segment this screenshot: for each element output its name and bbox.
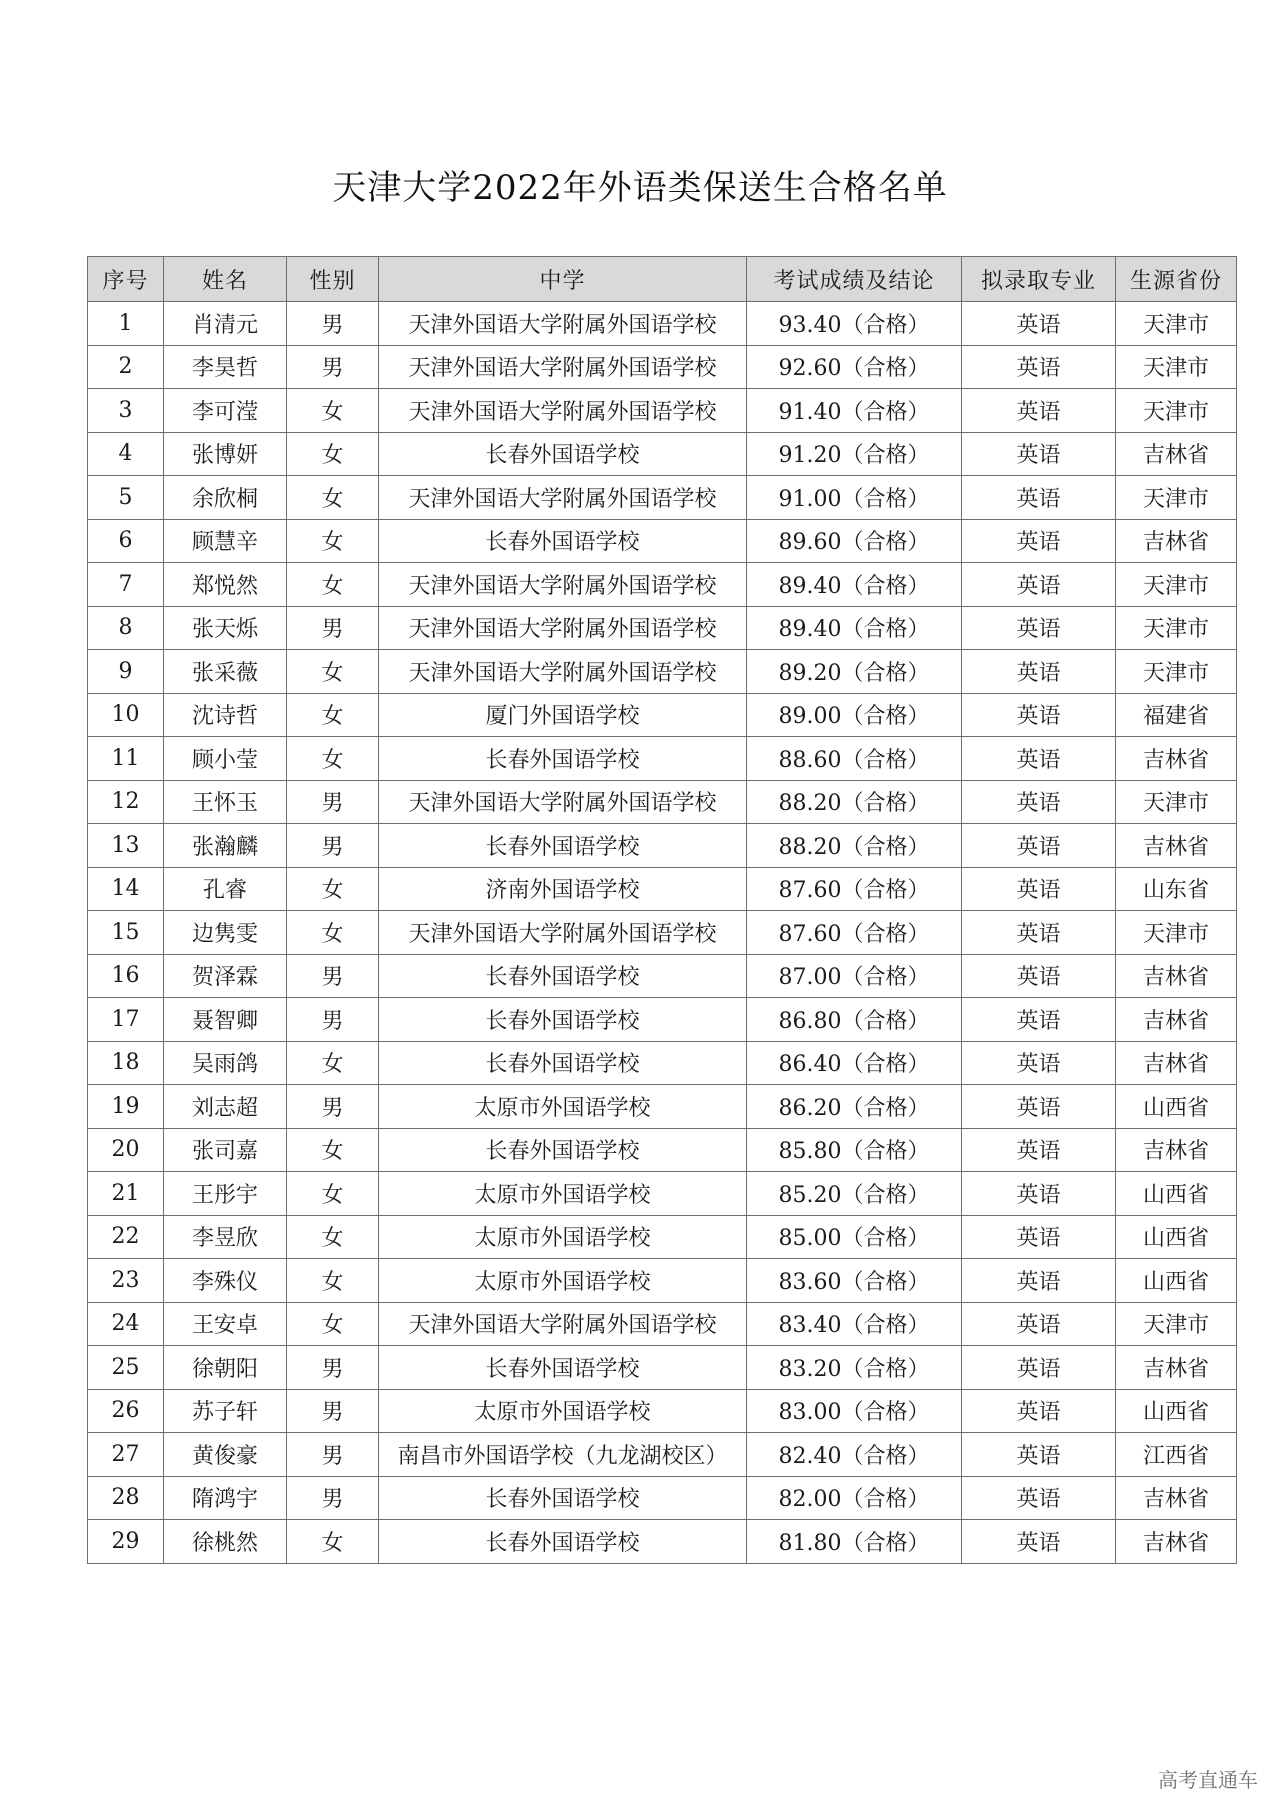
cell-name: 李殊仪: [164, 1259, 287, 1303]
cell-school: 长春外国语学校: [379, 954, 747, 998]
cell-school: 天津外国语大学附属外国语学校: [379, 476, 747, 520]
cell-province: 天津市: [1116, 606, 1237, 650]
cell-score: 89.40（合格）: [747, 563, 962, 607]
header-province: 生源省份: [1116, 257, 1237, 302]
table-row: [88, 998, 1237, 1042]
cell-name: 边隽雯: [164, 911, 287, 955]
cell-school: 长春外国语学校: [379, 432, 747, 476]
cell-name: 沈诗哲: [164, 693, 287, 737]
cell-school: 长春外国语学校: [379, 1476, 747, 1520]
cell-major: 英语: [962, 737, 1116, 781]
cell-score: 88.20（合格）: [747, 824, 962, 868]
cell-index: 15: [88, 911, 164, 955]
cell-school: 长春外国语学校: [379, 824, 747, 868]
cell-school: 长春外国语学校: [379, 1346, 747, 1390]
cell-index: 4: [88, 432, 164, 476]
table-row: [88, 867, 1237, 911]
cell-index: 11: [88, 737, 164, 781]
table-row: [88, 824, 1237, 868]
cell-index: 23: [88, 1259, 164, 1303]
cell-index: 3: [88, 389, 164, 433]
cell-gender: 女: [287, 867, 379, 911]
header-score: 考试成绩及结论: [747, 257, 962, 302]
table-row: [88, 1085, 1237, 1129]
table-row: [88, 1172, 1237, 1216]
cell-name: 张司嘉: [164, 1128, 287, 1172]
cell-province: 天津市: [1116, 911, 1237, 955]
cell-province: 天津市: [1116, 1302, 1237, 1346]
cell-province: 山西省: [1116, 1389, 1237, 1433]
cell-province: 吉林省: [1116, 1128, 1237, 1172]
cell-province: 吉林省: [1116, 737, 1237, 781]
header-name: 姓名: [164, 257, 287, 302]
cell-name: 徐朝阳: [164, 1346, 287, 1390]
cell-index: 21: [88, 1172, 164, 1216]
cell-score: 83.60（合格）: [747, 1259, 962, 1303]
cell-index: 6: [88, 519, 164, 563]
cell-score: 91.40（合格）: [747, 389, 962, 433]
cell-major: 英语: [962, 824, 1116, 868]
cell-province: 天津市: [1116, 563, 1237, 607]
cell-gender: 男: [287, 998, 379, 1042]
cell-major: 英语: [962, 1128, 1116, 1172]
cell-school: 太原市外国语学校: [379, 1389, 747, 1433]
watermark: 高考直通车: [1158, 1768, 1258, 1792]
cell-score: 89.00（合格）: [747, 693, 962, 737]
cell-score: 88.20（合格）: [747, 780, 962, 824]
cell-index: 10: [88, 693, 164, 737]
cell-index: 19: [88, 1085, 164, 1129]
cell-major: 英语: [962, 954, 1116, 998]
header-row: [88, 257, 1237, 302]
cell-gender: 女: [287, 693, 379, 737]
header-gender: 性别: [287, 257, 379, 302]
cell-major: 英语: [962, 911, 1116, 955]
cell-score: 87.60（合格）: [747, 867, 962, 911]
cell-province: 江西省: [1116, 1433, 1237, 1477]
cell-province: 吉林省: [1116, 1476, 1237, 1520]
cell-score: 86.20（合格）: [747, 1085, 962, 1129]
table-row: [88, 302, 1237, 346]
header-major: 拟录取专业: [962, 257, 1116, 302]
cell-gender: 女: [287, 476, 379, 520]
table-row: [88, 1128, 1237, 1172]
cell-province: 吉林省: [1116, 824, 1237, 868]
cell-name: 王彤宇: [164, 1172, 287, 1216]
table-row: [88, 1259, 1237, 1303]
cell-index: 20: [88, 1128, 164, 1172]
cell-school: 长春外国语学校: [379, 519, 747, 563]
cell-major: 英语: [962, 1172, 1116, 1216]
cell-score: 85.00（合格）: [747, 1215, 962, 1259]
cell-gender: 女: [287, 432, 379, 476]
cell-major: 英语: [962, 476, 1116, 520]
cell-name: 徐桃然: [164, 1520, 287, 1564]
cell-province: 天津市: [1116, 389, 1237, 433]
cell-province: 吉林省: [1116, 954, 1237, 998]
cell-score: 89.40（合格）: [747, 606, 962, 650]
cell-score: 82.40（合格）: [747, 1433, 962, 1477]
cell-score: 91.00（合格）: [747, 476, 962, 520]
cell-school: 南昌市外国语学校（九龙湖校区）: [379, 1433, 747, 1477]
cell-major: 英语: [962, 389, 1116, 433]
cell-index: 13: [88, 824, 164, 868]
cell-index: 22: [88, 1215, 164, 1259]
cell-province: 天津市: [1116, 476, 1237, 520]
cell-index: 1: [88, 302, 164, 346]
cell-school: 太原市外国语学校: [379, 1172, 747, 1216]
cell-major: 英语: [962, 1215, 1116, 1259]
cell-school: 太原市外国语学校: [379, 1085, 747, 1129]
cell-province: 吉林省: [1116, 432, 1237, 476]
page-title: 天津大学2022年外语类保送生合格名单: [332, 168, 948, 208]
cell-name: 张博妍: [164, 432, 287, 476]
cell-score: 83.20（合格）: [747, 1346, 962, 1390]
table-row: [88, 780, 1237, 824]
cell-gender: 男: [287, 780, 379, 824]
cell-major: 英语: [962, 432, 1116, 476]
cell-name: 王安卓: [164, 1302, 287, 1346]
cell-score: 85.80（合格）: [747, 1128, 962, 1172]
cell-name: 隋鸿宇: [164, 1476, 287, 1520]
cell-gender: 男: [287, 1389, 379, 1433]
cell-gender: 女: [287, 1302, 379, 1346]
cell-major: 英语: [962, 302, 1116, 346]
cell-gender: 女: [287, 1520, 379, 1564]
table-row: [88, 519, 1237, 563]
cell-index: 16: [88, 954, 164, 998]
cell-major: 英语: [962, 1389, 1116, 1433]
cell-gender: 女: [287, 563, 379, 607]
cell-name: 聂智卿: [164, 998, 287, 1042]
cell-province: 山西省: [1116, 1085, 1237, 1129]
cell-major: 英语: [962, 650, 1116, 694]
cell-score: 89.60（合格）: [747, 519, 962, 563]
cell-name: 肖清元: [164, 302, 287, 346]
cell-name: 顾慧辛: [164, 519, 287, 563]
cell-index: 2: [88, 345, 164, 389]
cell-school: 太原市外国语学校: [379, 1259, 747, 1303]
cell-score: 93.40（合格）: [747, 302, 962, 346]
cell-school: 长春外国语学校: [379, 1128, 747, 1172]
cell-index: 8: [88, 606, 164, 650]
cell-school: 厦门外国语学校: [379, 693, 747, 737]
cell-province: 山西省: [1116, 1259, 1237, 1303]
table-row: [88, 345, 1237, 389]
cell-school: 天津外国语大学附属外国语学校: [379, 345, 747, 389]
cell-index: 7: [88, 563, 164, 607]
cell-major: 英语: [962, 1259, 1116, 1303]
cell-score: 82.00（合格）: [747, 1476, 962, 1520]
cell-index: 18: [88, 1041, 164, 1085]
cell-school: 天津外国语大学附属外国语学校: [379, 606, 747, 650]
cell-school: 济南外国语学校: [379, 867, 747, 911]
cell-major: 英语: [962, 1302, 1116, 1346]
cell-major: 英语: [962, 867, 1116, 911]
cell-province: 吉林省: [1116, 998, 1237, 1042]
cell-score: 89.20（合格）: [747, 650, 962, 694]
cell-gender: 男: [287, 606, 379, 650]
cell-major: 英语: [962, 519, 1116, 563]
cell-gender: 女: [287, 1259, 379, 1303]
cell-major: 英语: [962, 1433, 1116, 1477]
cell-major: 英语: [962, 998, 1116, 1042]
cell-score: 83.00（合格）: [747, 1389, 962, 1433]
cell-name: 刘志超: [164, 1085, 287, 1129]
cell-school: 太原市外国语学校: [379, 1215, 747, 1259]
cell-school: 长春外国语学校: [379, 737, 747, 781]
cell-school: 天津外国语大学附属外国语学校: [379, 1302, 747, 1346]
table-row: [88, 389, 1237, 433]
cell-gender: 女: [287, 911, 379, 955]
cell-gender: 男: [287, 302, 379, 346]
cell-index: 12: [88, 780, 164, 824]
cell-province: 山西省: [1116, 1172, 1237, 1216]
cell-province: 吉林省: [1116, 1520, 1237, 1564]
cell-province: 福建省: [1116, 693, 1237, 737]
cell-gender: 女: [287, 1041, 379, 1085]
cell-index: 29: [88, 1520, 164, 1564]
cell-province: 天津市: [1116, 345, 1237, 389]
cell-name: 张瀚麟: [164, 824, 287, 868]
cell-index: 26: [88, 1389, 164, 1433]
table-row: [88, 650, 1237, 694]
cell-index: 9: [88, 650, 164, 694]
cell-major: 英语: [962, 1520, 1116, 1564]
cell-major: 英语: [962, 693, 1116, 737]
table-row: [88, 1215, 1237, 1259]
header-index: 序号: [88, 257, 164, 302]
cell-name: 郑悦然: [164, 563, 287, 607]
cell-major: 英语: [962, 780, 1116, 824]
cell-index: 28: [88, 1476, 164, 1520]
table-row: [88, 1433, 1237, 1477]
cell-school: 长春外国语学校: [379, 1041, 747, 1085]
cell-province: 山东省: [1116, 867, 1237, 911]
cell-score: 85.20（合格）: [747, 1172, 962, 1216]
cell-gender: 女: [287, 519, 379, 563]
table-row: [88, 911, 1237, 955]
cell-province: 山西省: [1116, 1215, 1237, 1259]
cell-name: 李昱欣: [164, 1215, 287, 1259]
cell-name: 王怀玉: [164, 780, 287, 824]
cell-gender: 男: [287, 824, 379, 868]
cell-name: 张采薇: [164, 650, 287, 694]
cell-name: 张天烁: [164, 606, 287, 650]
cell-gender: 女: [287, 1128, 379, 1172]
cell-school: 天津外国语大学附属外国语学校: [379, 780, 747, 824]
table-row: [88, 954, 1237, 998]
table-row: [88, 1476, 1237, 1520]
admission-table: [87, 256, 1237, 1564]
table-row: [88, 1520, 1237, 1564]
cell-school: 天津外国语大学附属外国语学校: [379, 911, 747, 955]
cell-major: 英语: [962, 1041, 1116, 1085]
cell-score: 86.80（合格）: [747, 998, 962, 1042]
table-header: [88, 257, 1237, 302]
cell-gender: 男: [287, 345, 379, 389]
cell-score: 83.40（合格）: [747, 1302, 962, 1346]
cell-score: 86.40（合格）: [747, 1041, 962, 1085]
cell-gender: 女: [287, 737, 379, 781]
cell-gender: 女: [287, 1172, 379, 1216]
cell-province: 吉林省: [1116, 1346, 1237, 1390]
cell-index: 14: [88, 867, 164, 911]
cell-school: 天津外国语大学附属外国语学校: [379, 563, 747, 607]
cell-province: 天津市: [1116, 780, 1237, 824]
cell-name: 贺泽霖: [164, 954, 287, 998]
table-row: [88, 432, 1237, 476]
cell-school: 天津外国语大学附属外国语学校: [379, 302, 747, 346]
cell-index: 27: [88, 1433, 164, 1477]
cell-name: 余欣桐: [164, 476, 287, 520]
cell-major: 英语: [962, 1476, 1116, 1520]
table-row: [88, 1389, 1237, 1433]
table-row: [88, 1041, 1237, 1085]
cell-gender: 男: [287, 1346, 379, 1390]
cell-school: 长春外国语学校: [379, 998, 747, 1042]
cell-gender: 女: [287, 1215, 379, 1259]
cell-name: 顾小莹: [164, 737, 287, 781]
cell-school: 长春外国语学校: [379, 1520, 747, 1564]
cell-score: 92.60（合格）: [747, 345, 962, 389]
cell-index: 24: [88, 1302, 164, 1346]
table-body: [88, 302, 1237, 1564]
cell-gender: 男: [287, 1085, 379, 1129]
table-row: [88, 693, 1237, 737]
cell-province: 吉林省: [1116, 519, 1237, 563]
cell-gender: 男: [287, 954, 379, 998]
table-row: [88, 563, 1237, 607]
cell-major: 英语: [962, 606, 1116, 650]
cell-province: 吉林省: [1116, 1041, 1237, 1085]
cell-score: 88.60（合格）: [747, 737, 962, 781]
cell-gender: 女: [287, 650, 379, 694]
table-row: [88, 1346, 1237, 1390]
table-row: [88, 476, 1237, 520]
cell-major: 英语: [962, 1085, 1116, 1129]
cell-school: 天津外国语大学附属外国语学校: [379, 389, 747, 433]
table-row: [88, 1302, 1237, 1346]
cell-index: 5: [88, 476, 164, 520]
cell-index: 25: [88, 1346, 164, 1390]
cell-school: 天津外国语大学附属外国语学校: [379, 650, 747, 694]
cell-province: 天津市: [1116, 650, 1237, 694]
cell-gender: 男: [287, 1433, 379, 1477]
cell-score: 87.00（合格）: [747, 954, 962, 998]
cell-score: 87.60（合格）: [747, 911, 962, 955]
cell-score: 81.80（合格）: [747, 1520, 962, 1564]
cell-name: 黄俊豪: [164, 1433, 287, 1477]
cell-gender: 男: [287, 1476, 379, 1520]
cell-major: 英语: [962, 345, 1116, 389]
cell-major: 英语: [962, 1346, 1116, 1390]
table-row: [88, 737, 1237, 781]
cell-province: 天津市: [1116, 302, 1237, 346]
table-row: [88, 606, 1237, 650]
cell-index: 17: [88, 998, 164, 1042]
header-school: 中学: [379, 257, 747, 302]
cell-name: 李可滢: [164, 389, 287, 433]
cell-name: 吴雨鸽: [164, 1041, 287, 1085]
cell-name: 苏子轩: [164, 1389, 287, 1433]
cell-major: 英语: [962, 563, 1116, 607]
cell-score: 91.20（合格）: [747, 432, 962, 476]
cell-name: 孔睿: [164, 867, 287, 911]
cell-gender: 女: [287, 389, 379, 433]
cell-name: 李昊哲: [164, 345, 287, 389]
